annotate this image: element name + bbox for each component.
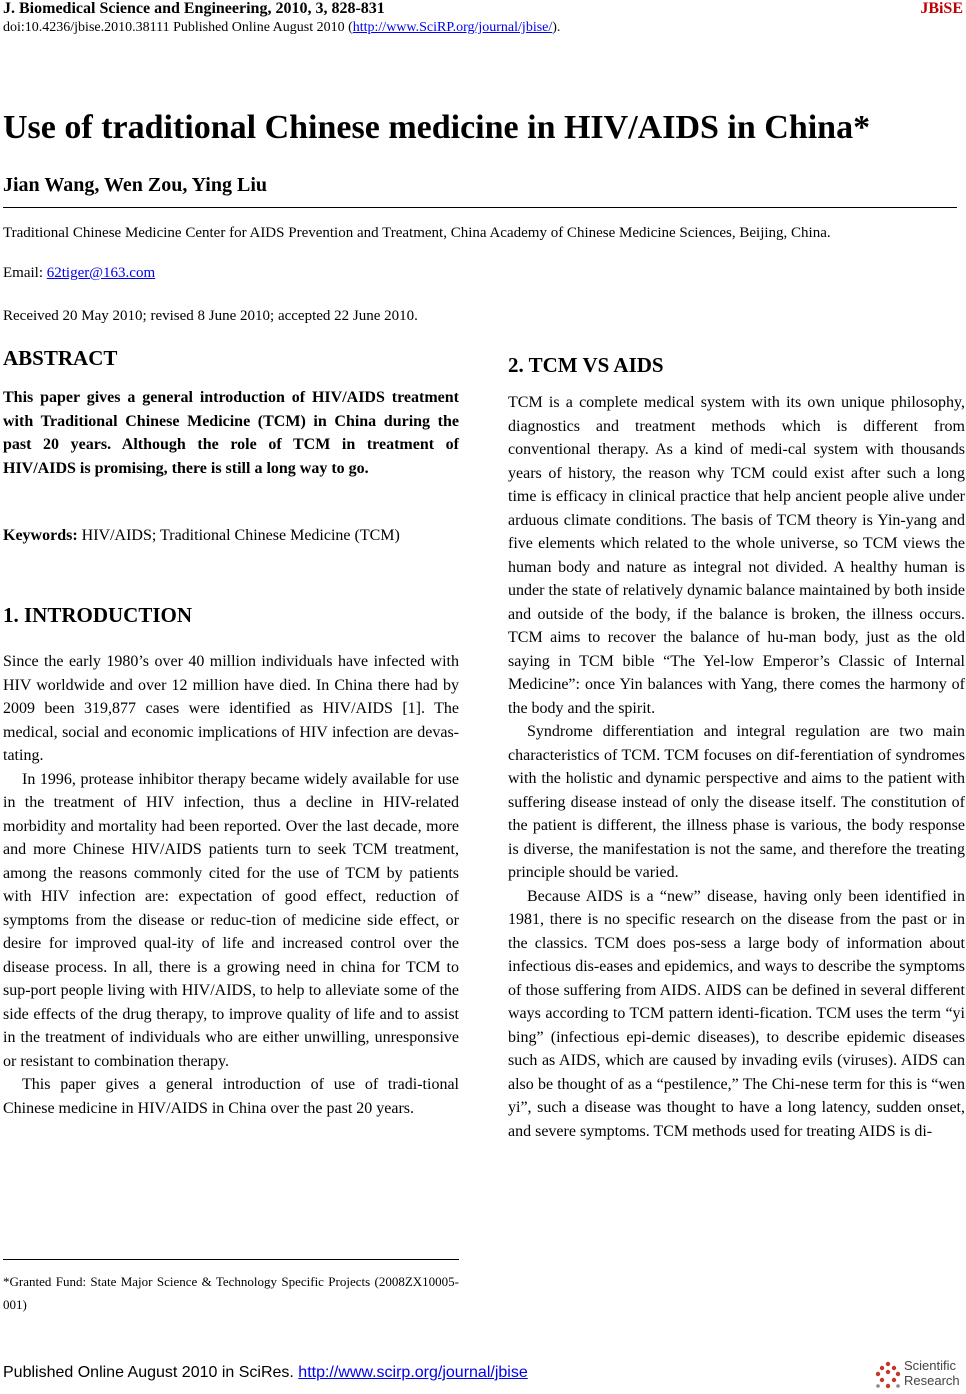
keywords xyxy=(3,524,459,548)
logo-line-2: Research xyxy=(904,1373,960,1388)
footnote-divider xyxy=(3,1259,459,1260)
authors: Jian Wang, Wen Zou, Ying Liu xyxy=(3,174,267,196)
email-link[interactable]: 62tiger@163.com xyxy=(46,265,156,281)
keywords-text: HIV/AIDS; Traditional Chinese Medicine (TCM) xyxy=(77,527,400,544)
paper-title: Use of traditional Chinese medicine in HIV/AIDS in China* xyxy=(3,109,871,146)
logo-line-1: Scientific xyxy=(904,1358,957,1373)
abstract-heading: ABSTRACT xyxy=(3,346,118,370)
journal-url-link[interactable]: http://www.SciRP.org/journal/jbise/ xyxy=(352,20,553,35)
section2-paragraph-3: Because AIDS is a “new” disease, having only been identified in 1981, there is no specific research on the disease from the past or in the classics. TCM does pos-sess a large body of information about infectious dis-eases and epidemics, and ways to describe the symptoms of those suffering from AIDS. AIDS can be defined in several different ways according to TCM pattern identi-fication. TCM uses the term “yi bing” (infectious epi-demic diseases), to describe epidemic diseases such as AIDS, which are caused by invading evils (viruses). AIDS can also be thought of as a “pestilence,” The Chi-nese term for this is “wen yi”, such a disease was thought to have a long latency, sudden onset, and severe symptoms. TCM methods used for treating AIDS is di- xyxy=(508,887,965,1140)
journal-citation: J. Biomedical Science and Engineering, 2010, 3, 828-831 xyxy=(3,0,385,17)
doi-line xyxy=(3,20,560,36)
affiliation: Traditional Chinese Medicine Center for AIDS Prevention and Treatment, China Academy of Chinese Medicine Sciences, Beijing, China. xyxy=(3,225,831,241)
intro-body xyxy=(3,650,459,1120)
section2-paragraph-2: Syndrome differentiation and integral regulation are two main characteristics of TCM. TCM focuses on dif-ferentiation of syndromes with the holistic and dynamic perspective and aims to the patient with suffering disease instead of only the disease itself. The constitution of the patient is different, the illness phase is various, the body response is diverse, the manifestation is not the same, and therefore the treating principle should be varied. xyxy=(508,723,965,881)
section2-heading: 2. TCM VS AIDS xyxy=(508,353,664,377)
title-divider xyxy=(3,207,957,208)
scientific-research-logo-icon xyxy=(874,1360,902,1392)
keywords-label: Keywords: xyxy=(3,527,78,544)
footer xyxy=(3,1364,528,1382)
footnote: *Granted Fund: State Major Science & Technology Specific Projects (2008ZX10005-001) xyxy=(3,1274,459,1312)
doi-prefix: doi:10.4236/jbise.2010.38111 Published Online August 2010 ( xyxy=(3,20,353,35)
intro-paragraph-3: This paper gives a general introduction of use of tradi-tional Chinese medicine in HIV/AIDS in China over the past 20 years. xyxy=(3,1076,459,1117)
doi-suffix: ). xyxy=(552,20,561,35)
email-line xyxy=(3,265,155,282)
section2-body xyxy=(508,391,965,1143)
intro-heading: 1. INTRODUCTION xyxy=(3,603,193,627)
footer-text: Published Online August 2010 in SciRes. xyxy=(3,1364,299,1381)
logo-text xyxy=(904,1358,960,1388)
abstract-body: This paper gives a general introduction of HIV/AIDS treatment with Traditional Chinese Medicine (TCM) in China during the past 20 years. Although the role of TCM in treatment of HIV/AIDS is promising, there is still a long way to go. xyxy=(3,389,459,477)
intro-paragraph-2: In 1996, protease inhibitor therapy became widely available for use in the treatment of HIV infection, thus a decline in HIV-related morbidity and mortality had been reported. Over the last decade, more and more Chinese HIV/AIDS patients turn to seek TCM treatment, among the reasons commonly cited for the use of TCM by patients with HIV infection are: expectation of good effect, reduction of symptoms from the disease or reduc-tion of medicine side effect, or desire for improved qual-ity of life and increased control over the disease process. In all, there is a growing need in china for TCM to sup-port people living with HIV/AIDS, to help to alleviate some of the side effects of the drug therapy, to improve quality of life and to assist in the treatment of individuals who are either unwilling, unresponsive or resistant to combination therapy. xyxy=(3,770,459,1070)
section2-paragraph-1: TCM is a complete medical system with its own unique philosophy, diagnostics and treatment methods which is different from conventional therapy. As a kind of medi-cal system with thousands years of history, the reason why TCM could exist after such a long time is efficacy in clinical practice that help ancient people alive under arduous climate conditions. The basis of TCM theory is Yin-yang and five elements which related to the whole universe, so TCM views the human body and nature as integral not divided. A healthy human is under the state of relatively dynamic balance maintained by both inside and outside of the body, if the balance is broken, the illness occurs. TCM aims to recover the balance of hu-man body, just as the old saying in TCM bible “The Yel-low Emperor’s Classic of Internal Medicine”: once Yin balances with Yang, there comes the harmony of the body and the spirit. xyxy=(508,394,965,717)
email-label: Email: xyxy=(3,265,47,281)
footer-link[interactable]: http://www.scirp.org/journal/jbise xyxy=(298,1364,528,1381)
received-dates: Received 20 May 2010; revised 8 June 2010; accepted 22 June 2010. xyxy=(3,308,418,324)
intro-paragraph-1: Since the early 1980’s over 40 million individuals have infected with HIV worldwide and over 12 million have died. In China there had by 2009 been 319,877 cases were identified as HIV/AIDS [1]. The medical, social and economic implications of HIV infection are devas-tating. xyxy=(3,653,459,764)
journal-abbrev: JBiSE xyxy=(920,0,963,17)
